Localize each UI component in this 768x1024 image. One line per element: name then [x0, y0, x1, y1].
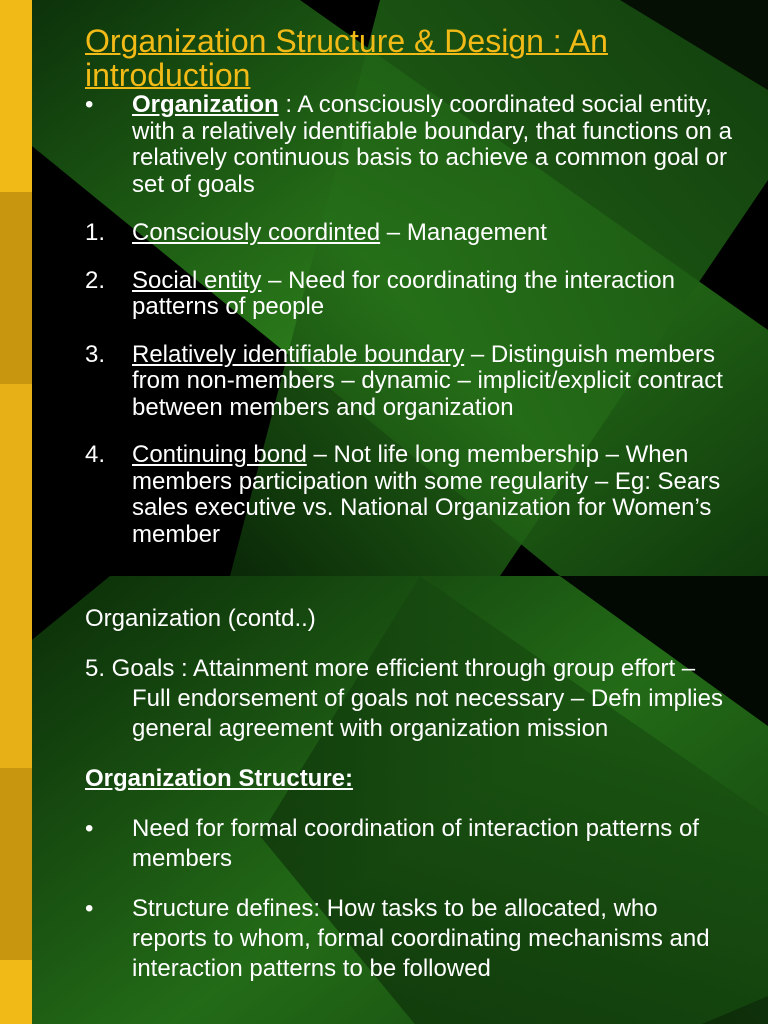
list-item [85, 220, 738, 247]
list-marker: 3. [85, 340, 106, 368]
list-term: Consciously coordinted [132, 219, 381, 246]
list-item [85, 814, 738, 874]
list-text: – Management [380, 219, 547, 246]
definition-term: Organization [132, 91, 279, 118]
bullet-text: Need for formal coordination of interaction patterns of members [132, 815, 699, 872]
list-term: Continuing bond [132, 441, 307, 468]
list-marker: 1. [85, 219, 106, 246]
list-item [85, 894, 738, 984]
list-text: – Not life long membership – When members participation with some regularity – Eg: Sears sales executive vs. National Organization for Women’s member [132, 441, 721, 548]
list-marker: 4. [85, 441, 106, 468]
definition-text: : A consciously coordinated social entity, with a relatively identifiable boundary, that functions on a relatively continuous basis to achieve a common goal or set of goals [132, 91, 732, 198]
continued-heading: Organization (contd..) [85, 605, 316, 632]
list-marker: 2. [85, 266, 106, 294]
slide-1-content [85, 92, 738, 569]
list-text: – Distinguish members from non-members – dynamic – implicit/explicit contract between members and organization [132, 340, 723, 421]
slide-2 [0, 576, 768, 1024]
definition-bullet [85, 92, 738, 198]
list-item [85, 342, 738, 422]
bullet-marker: • [85, 815, 94, 842]
bullet-marker: • [85, 895, 94, 922]
list-text: – Need for coordinating the interaction patterns of people [132, 266, 675, 320]
list-item [85, 268, 738, 321]
structure-heading: Organization Structure: [85, 765, 354, 792]
bullet-text: Structure defines: How tasks to be allocated, who reports to whom, formal coordinating mechanisms and interaction patterns to be followed [132, 895, 710, 982]
list-item [85, 442, 738, 548]
slide-title: Organization Structure & Design : An introduction [85, 23, 608, 93]
bullet-marker: • [85, 91, 94, 118]
goals-item: 5. Goals : Attainment more efficient through group effort – Full endorsement of goals not necessary – Defn implies general agreement with organization mission [85, 655, 723, 742]
slide-2-content [85, 604, 738, 1004]
list-term: Relatively identifiable boundary [132, 340, 465, 368]
list-term: Social entity [132, 266, 262, 294]
